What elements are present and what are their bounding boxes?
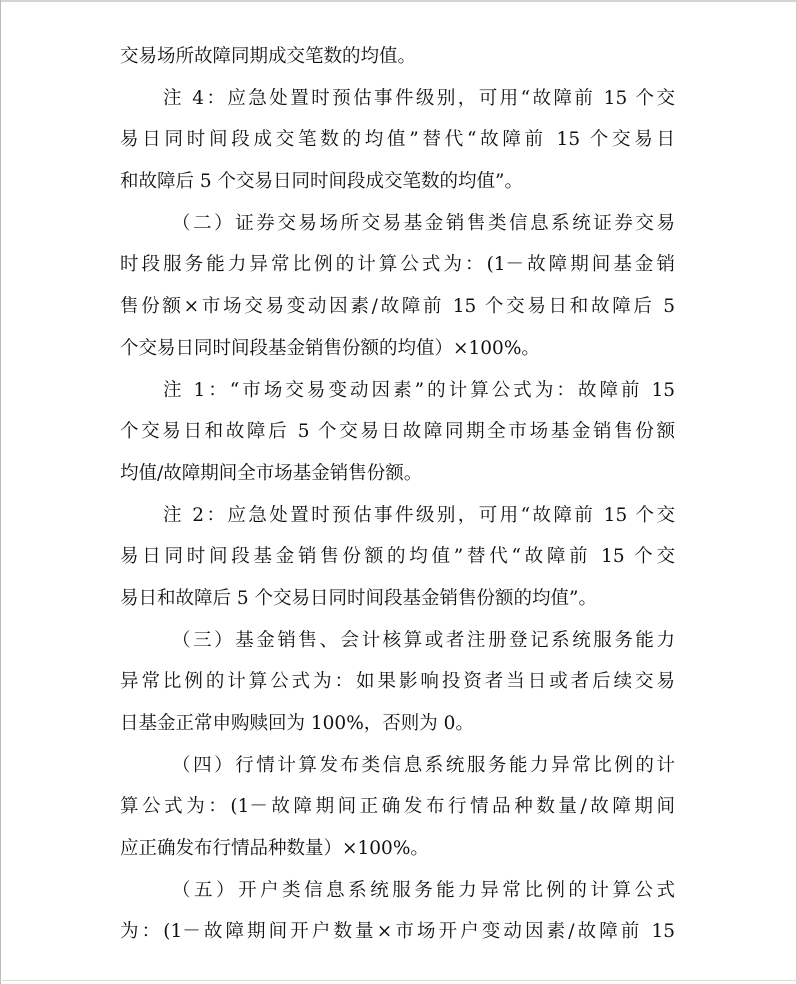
document-page xyxy=(120,36,675,953)
text-line: （三）基金销售、会计核算或者注册登记系统服务能力 xyxy=(172,629,675,651)
text-line: 注 1：“市场交易变动因素”的计算公式为：故障前 15 xyxy=(163,379,675,401)
text-line: 均值/故障期间全市场基金销售份额。 xyxy=(120,462,423,484)
note-paragraph xyxy=(120,370,675,495)
text-line: 为：(1－故障期间开户数量×市场开户变动因素/故障前 15 xyxy=(120,921,675,943)
section-paragraph xyxy=(120,620,675,745)
text-line: 易日同时间段成交笔数的均值”替代“故障前 15 个交易日 xyxy=(120,129,675,151)
text-line: 注 2：应急处置时预估事件级别，可用“故障前 15 个交 xyxy=(163,504,675,526)
section-paragraph xyxy=(120,745,675,870)
section-paragraph xyxy=(120,203,675,370)
text-line: 交易场所故障同期成交笔数的均值。 xyxy=(120,46,417,67)
page-bottom-edge xyxy=(0,980,797,981)
text-line: （四）行情计算发布类信息系统服务能力异常比例的计 xyxy=(172,754,675,776)
text-line: （五）开户类信息系统服务能力异常比例的计算公式 xyxy=(172,879,675,901)
section-paragraph xyxy=(120,870,675,953)
text-line: 异常比例的计算公式为：如果影响投资者当日或者后续交易 xyxy=(120,671,675,693)
page-left-edge xyxy=(0,0,1,984)
text-line: 和故障后 5 个交易日同时间段成交笔数的均值”。 xyxy=(120,171,523,193)
text-line: 时段服务能力异常比例的计算公式为：(1－故障期间基金销 xyxy=(120,254,675,276)
text-line: 注 4：应急处置时预估事件级别，可用“故障前 15 个交 xyxy=(163,87,675,109)
text-line: （二）证券交易场所交易基金销售类信息系统证券交易 xyxy=(172,212,675,234)
text-line: 个交易日和故障后 5 个交易日故障同期全市场基金销售份额 xyxy=(120,421,675,443)
text-line: 易日同时间段基金销售份额的均值”替代“故障前 15 个交 xyxy=(120,546,675,568)
note-paragraph xyxy=(120,495,675,620)
page-top-edge xyxy=(0,0,797,2)
text-line: 个交易日同时间段基金销售份额的均值）×100%。 xyxy=(120,337,540,359)
text-line: 易日和故障后 5 个交易日同时间段基金销售份额的均值”。 xyxy=(120,587,597,609)
text-line: 算公式为：(1－故障期间正确发布行情品种数量/故障期间 xyxy=(120,796,675,818)
text-line: 售份额×市场交易变动因素/故障前 15 个交易日和故障后 5 xyxy=(120,296,675,318)
text-line: 日基金正常申购赎回为 100%，否则为 0。 xyxy=(120,713,474,734)
continued-paragraph xyxy=(120,36,675,78)
note-paragraph xyxy=(120,78,675,203)
text-line: 应正确发布行情品种数量）×100%。 xyxy=(120,838,429,860)
